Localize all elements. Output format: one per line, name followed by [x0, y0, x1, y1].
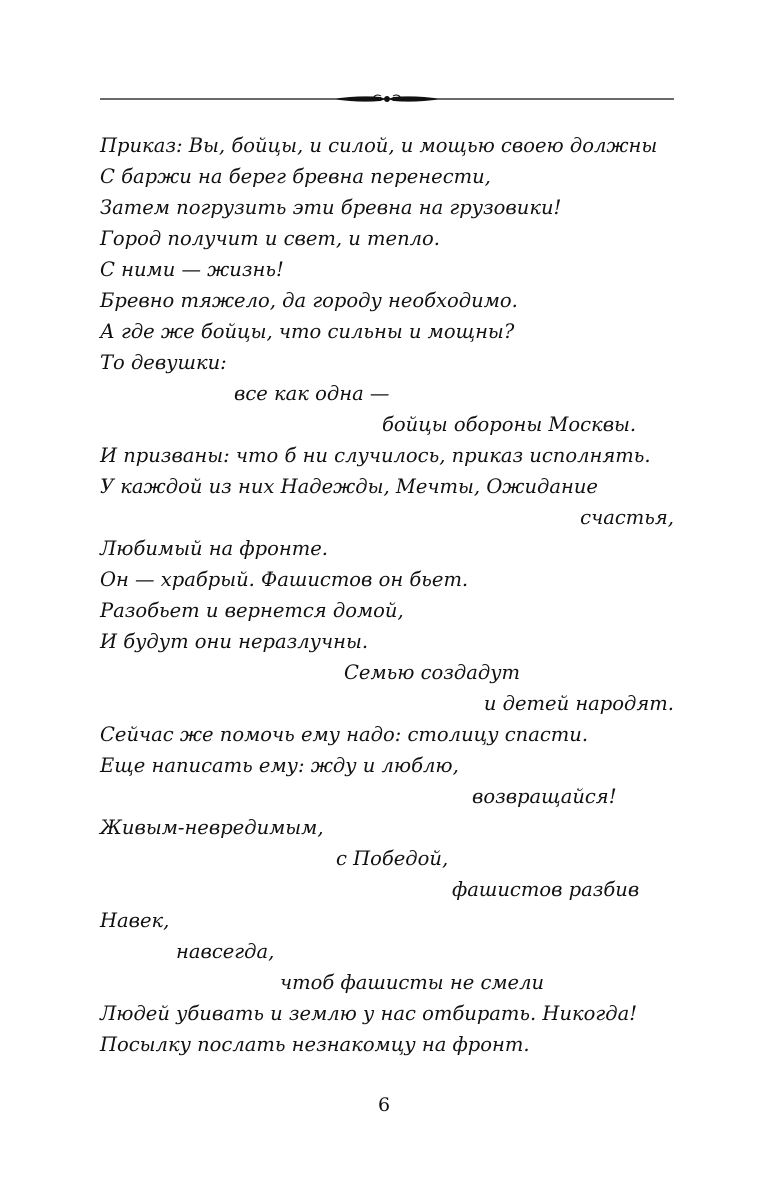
poem-line: То девушки: — [100, 351, 227, 374]
poem-line: чтоб фашисты не смели — [280, 971, 545, 994]
page-number: 6 — [377, 1094, 391, 1116]
poem-line: Семью создадут — [344, 661, 521, 684]
poem-line: и детей народят. — [483, 692, 674, 715]
poem-line: Живым-невредимым, — [100, 816, 324, 839]
poem-line: бойцы обороны Москвы. — [382, 413, 637, 436]
poem-line: Навек, — [100, 909, 170, 932]
poem-line: Он — храбрый. Фашистов он бьет. — [100, 568, 469, 591]
poem-line: С ними — жизнь! — [100, 258, 284, 281]
poem-line: все как одна — — [234, 382, 390, 405]
poem-line: счастья, — [580, 506, 674, 529]
poem-line: Сейчас же помочь ему надо: столицу спасти. — [100, 723, 589, 746]
poem-line: И будут они неразлучны. — [100, 630, 369, 653]
poem-line: Бревно тяжело, да городу необходимо. — [100, 289, 518, 312]
poem-line: С баржи на берег бревна перенести, — [100, 165, 491, 188]
poem-line: фашистов разбив — [452, 878, 640, 901]
poem-line: У каждой из них Надежды, Мечты, Ожидание — [100, 475, 598, 498]
poem-line: Город получит и свет, и тепло. — [100, 227, 440, 250]
poem-text — [100, 130, 674, 1060]
poem-line: Разобьет и вернется домой, — [100, 599, 404, 622]
poem-line: Затем погрузить эти бревна на грузовики! — [100, 196, 562, 219]
poem-line: Еще написать ему: жду и люблю, — [100, 754, 459, 777]
poem-line: Посылку послать незнакомцу на фронт. — [100, 1033, 530, 1056]
poem-line: навсегда, — [176, 940, 275, 963]
poem-line: И призваны: что б ни случилось, приказ исполнять. — [100, 444, 651, 467]
poem-line: с Победой, — [336, 847, 449, 870]
ornamental-rule-icon — [100, 86, 674, 112]
poem-line: возвращайся! — [472, 785, 617, 808]
poem-line: А где же бойцы, что сильны и мощны? — [100, 320, 515, 343]
poem-line: Людей убивать и землю у нас отбирать. Никогда! — [100, 1002, 638, 1025]
poem-line: Приказ: Вы, бойцы, и силой, и мощью своею должны — [100, 134, 658, 157]
poem-line: Любимый на фронте. — [100, 537, 328, 560]
